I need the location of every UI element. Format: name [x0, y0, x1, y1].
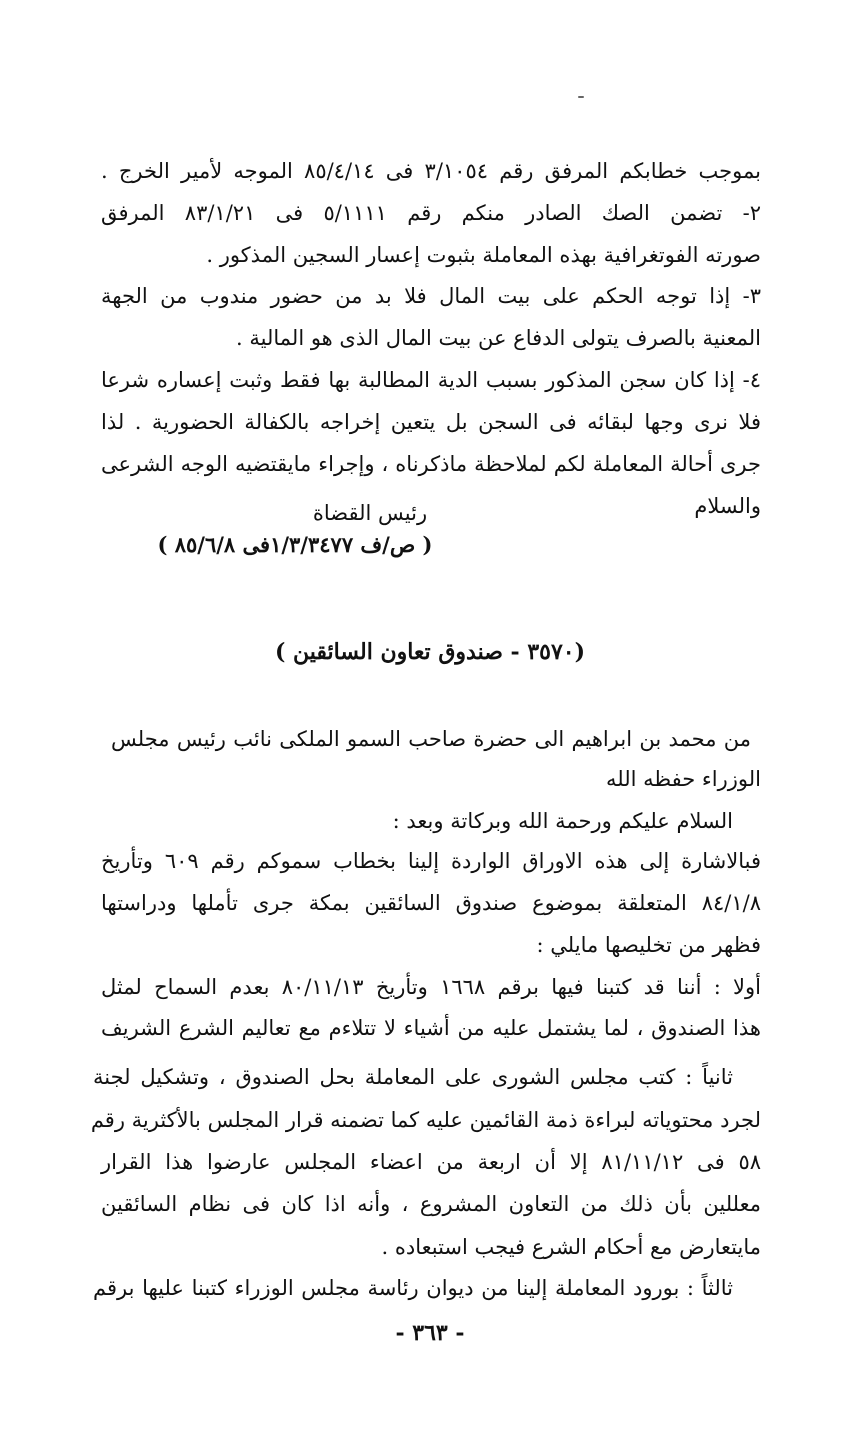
- text-line: المعنية بالصرف يتولى الدفاع عن بيت المال الذى هو المالية .: [236, 326, 761, 350]
- text-line: معللين بأن ذلك من التعاون المشروع ، وأنه اذا كان فى نظام السائقين: [101, 1192, 761, 1216]
- text-line: بموجب خطابكم المرفق رقم ٣/١٠٥٤ فى ٨٥/٤/١٤ الموجه لأمير الخرج .: [101, 159, 761, 183]
- section-heading: (٣٥٧٠ - صندوق تعاون السائقين ): [274, 639, 586, 665]
- text-line: من محمد بن ابراهيم الى حضرة صاحب السمو الملكى نائب رئيس مجلس: [111, 727, 751, 751]
- text-line: ٢- تضمن الصك الصادر منكم رقم ٥/١١١١ فى ٨٣/١/٢١ المرفق: [101, 201, 761, 225]
- page-number: - ٣٦٣ -: [395, 1320, 465, 1346]
- text-line: ثانياً : كتب مجلس الشورى على المعاملة بحل الصندوق ، وتشكيل لجنة: [93, 1065, 733, 1089]
- text-line: والسلام: [694, 494, 761, 518]
- signature-reference: ( ص/ف ١/٣/٣٤٧٧فى ٨٥/٦/٨ ): [157, 532, 433, 557]
- text-line: أولا : أننا قد كتبنا فيها برقم ١٦٦٨ وتأريخ ٨٠/١١/١٣ بعدم السماح لمثل: [101, 975, 762, 999]
- text-line: الوزراء حفظه الله: [606, 767, 761, 791]
- text-line: صورته الفوتغرافية بهذه المعاملة بثبوت إعسار السجين المذكور .: [206, 243, 761, 267]
- text-line: السلام عليكم ورحمة الله وبركاتة وبعد :: [392, 809, 733, 833]
- text-line: مايتعارض مع أحكام الشرع فيجب استبعاده .: [381, 1235, 761, 1259]
- text-line: جرى أحالة المعاملة لكم لملاحظة ماذكرناه ، وإجراء مايقتضيه الوجه الشرعى: [101, 452, 761, 476]
- text-line: ٥٨ فى ٨١/١١/١٢ إلا أن اربعة من اعضاء المجلس عارضوا هذا القرار: [101, 1150, 761, 1174]
- text-line: هذا الصندوق ، لما يشتمل عليه من أشياء لا تتلاءم مع تعاليم الشرع الشريف: [101, 1016, 761, 1040]
- text-line: لجرد محتوياته لبراءة ذمة القائمين عليه كما تضمنه قرار المجلس بالأكثرية رقم: [90, 1108, 761, 1132]
- text-line: ٨٤/١/٨ المتعلقة بموضوع صندوق السائقين بمكة جرى تأملها ودراستها: [101, 891, 761, 915]
- text-line: ٣- إذا توجه الحكم على بيت المال فلا بد من حضور مندوب من الجهة: [101, 284, 761, 308]
- text-line: فلا نرى وجها لبقائه فى السجن بل يتعين إخراجه بالكفالة الحضورية . لذا: [101, 410, 761, 434]
- text-line: فبالاشارة إلى هذه الاوراق الواردة إلينا بخطاب سموكم رقم ٦٠٩ وتأريخ: [101, 849, 762, 873]
- signature-title: رئيس القضاة: [312, 501, 428, 525]
- text-line: ثالثاً : بورود المعاملة إلينا من ديوان رئاسة مجلس الوزراء كتبنا عليها برقم: [93, 1276, 733, 1300]
- text-line: فظهر من تخليصها مايلي :: [536, 933, 761, 957]
- scan-speck: [578, 96, 584, 98]
- text-line: ٤- إذا كان سجن المذكور بسبب الدية المطالبة بها فقط وثبت إعساره شرعا: [101, 368, 761, 392]
